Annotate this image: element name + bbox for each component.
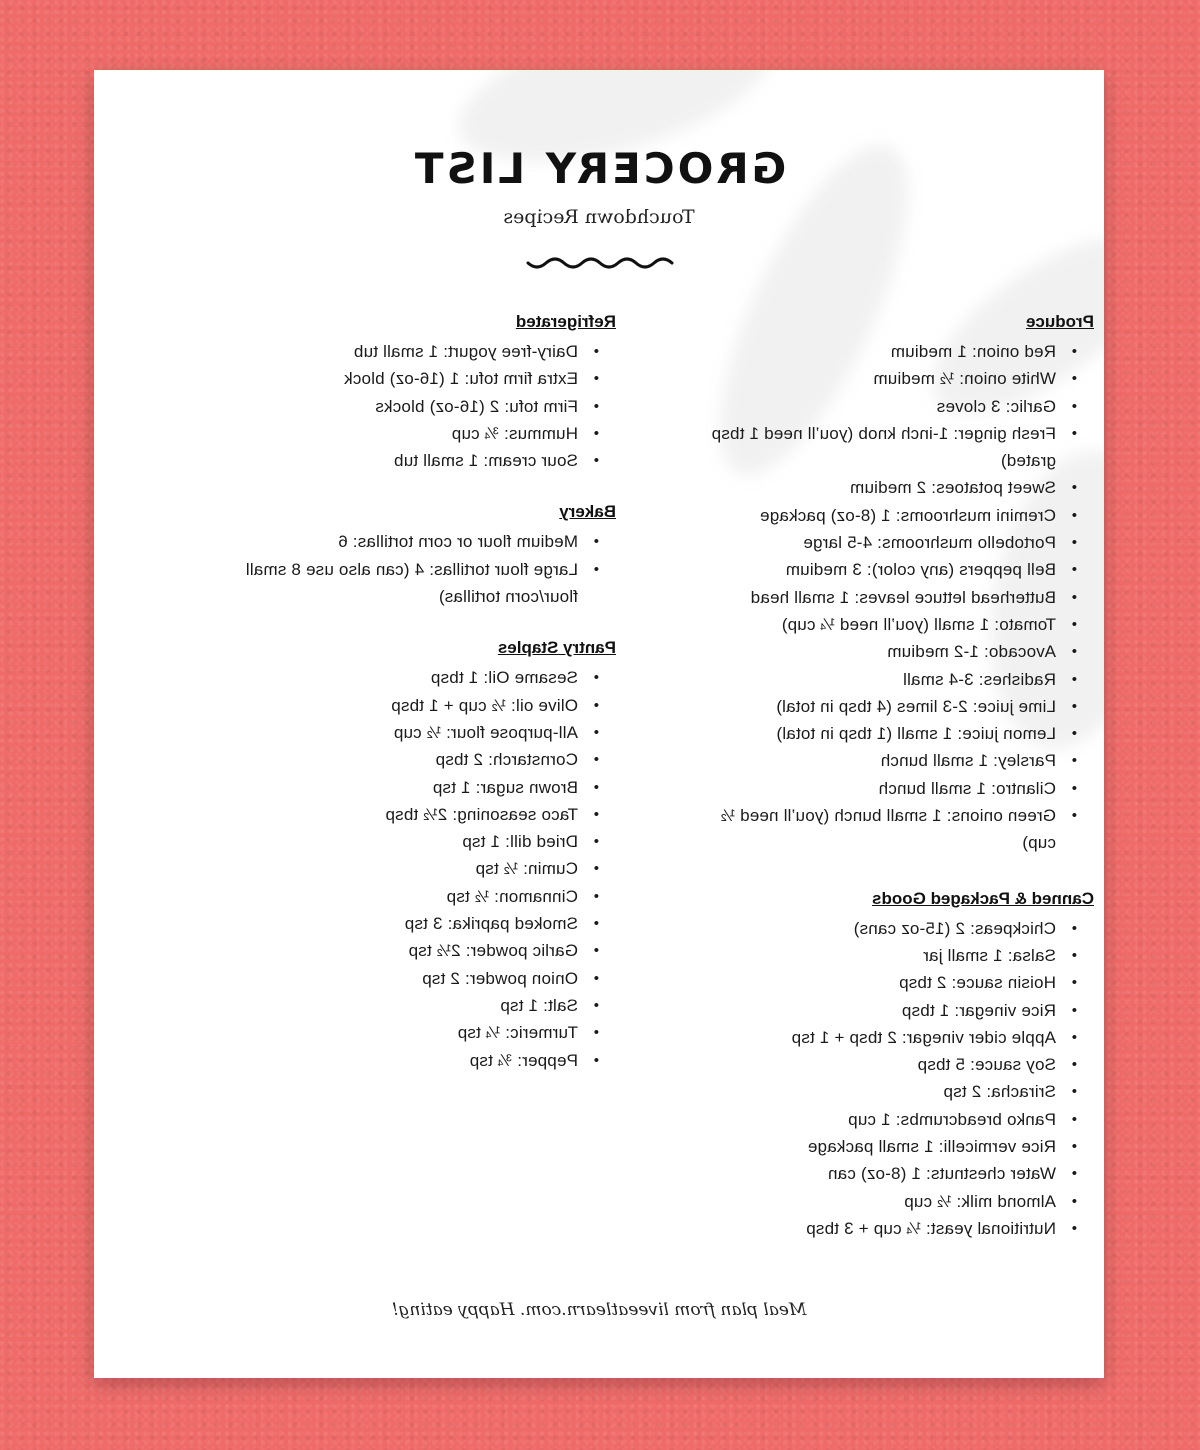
list-item: • Dried dill: 1 tsp [196,828,616,855]
list-item: • Sweet potatoes: 2 medium [682,474,1094,501]
list-item: • Avocado: 1-2 medium [682,638,1094,665]
page-subtitle: Touchdown Recipes [503,206,695,228]
list-item: • Lime juice: 2-3 limes (4 tbsp in total) [682,693,1094,720]
list-item: • Garlic: 3 cloves [682,393,1094,420]
list-item: • Green onions: 1 small bunch (you’ll need ½ cup) [682,802,1094,857]
list-item: • Soy sauce: 5 tbsp [682,1051,1094,1078]
section-refrigerated [196,310,616,474]
list-item: • Almond milk: ½ cup [682,1188,1094,1215]
list-item: • Apple cider vinegar: 2 tbsp + 1 tsp [682,1024,1094,1051]
list-item: • Rice vermicelli: 1 small package [682,1133,1094,1160]
section-produce [682,310,1094,857]
wave-divider [524,254,674,272]
section-title-canned: Canned & Packaged Goods [872,888,1094,908]
list-item: • Tomato: 1 small (you’ll need ¼ cup) [682,611,1094,638]
section-bakery [196,500,616,610]
list-item: • Olive oil: ½ cup + 1 tbsp [196,692,616,719]
list-item: • Garlic powder: 2½ tsp [196,937,616,964]
section-title-produce: Produce [1025,312,1094,331]
bakery-list [196,528,616,610]
list-item: • Extra firm tofu: 1 (16-oz) block [196,365,616,392]
list-item: • Red onion: 1 medium [682,338,1094,365]
list-item: • Pepper: ¾ tsp [196,1047,616,1074]
list-item: • Nutritional yeast: ¼ cup + 3 tbsp [682,1215,1094,1242]
list-item: • Butterhead lettuce leaves: 1 small head [682,584,1094,611]
list-item: • Cinnamon: ½ tsp [196,883,616,910]
section-canned [682,887,1094,1243]
section-pantry [196,636,616,1073]
pantry-list [196,664,616,1073]
list-item: • Smoked paprika: 3 tsp [196,910,616,937]
produce-list [682,338,1094,857]
list-item: • Parsley: 1 small bunch [682,747,1094,774]
list-item: • Cremini mushrooms: 1 (8-oz) package [682,502,1094,529]
mirrored-page-content [94,70,1104,1378]
list-item: • Cornstarch: 2 tbsp [196,746,616,773]
section-title-pantry: Pantry Staples [497,638,616,658]
list-item: • Panko breadcrumbs: 1 cup [682,1106,1094,1133]
list-item: • Portobello mushrooms: 4-5 large [682,529,1094,556]
list-item: • All-purpose flour: ½ cup [196,719,616,746]
list-item: • Sesame Oil: 1 tbsp [196,664,616,691]
list-item: • Cumin: ½ tsp [196,855,616,882]
list-item: • Medium flour or corn tortillas: 6 [196,528,616,555]
right-column [196,310,616,1100]
list-item: • Water chestnuts: 1 (8-oz) can [682,1160,1094,1187]
footer-note: Meal plan from liveeatlearn.com. Happy eating! [391,1300,807,1320]
list-item: • Onion powder: 2 tsp [196,965,616,992]
list-item: • Chickpeas: 2 (15-oz cans) [682,915,1094,942]
list-item: • Fresh ginger: 1-inch knob (you’ll need 1 tbsp grated) [682,420,1094,475]
list-item: • Radishes: 3-4 small [682,666,1094,693]
left-column [682,310,1094,1268]
list-item: • Brown sugar: 1 tsp [196,774,616,801]
section-title-refrigerated: Refrigerated [515,312,616,331]
list-item: • White onion: ½ medium [682,365,1094,392]
list-item: • Hummus: ¾ cup [196,420,616,447]
section-title-bakery: Bakery [559,502,616,522]
page-title: GROCERY LIST [411,144,787,193]
list-item: • Firm tofu: 2 (16-oz) blocks [196,393,616,420]
list-item: • Sour cream: 1 small tub [196,447,616,474]
list-item: • Bell peppers (any color): 3 medium [682,556,1094,583]
list-item: • Hoisin sauce: 2 tbsp [682,969,1094,996]
list-item: • Lemon juice: 1 small (1 tbsp in total) [682,720,1094,747]
list-item: • Taco seasoning: 2½ tbsp [196,801,616,828]
list-item: • Cilantro: 1 small bunch [682,775,1094,802]
list-item: • Dairy-free yogurt: 1 small tub [196,338,616,365]
list-item: • Salt: 1 tsp [196,992,616,1019]
canned-list [682,915,1094,1243]
list-item: • Turmeric: ¼ tsp [196,1019,616,1046]
list-item: • Sriracha: 2 tsp [682,1078,1094,1105]
list-item: • Large flour tortillas: 4 (can also use 8 small flour/corn tortillas) [196,556,616,611]
list-item: • Rice vinegar: 1 tbsp [682,997,1094,1024]
grocery-list-sheet [94,70,1104,1378]
list-item: • Salsa: 1 small jar [682,942,1094,969]
refrigerated-list [196,338,616,474]
